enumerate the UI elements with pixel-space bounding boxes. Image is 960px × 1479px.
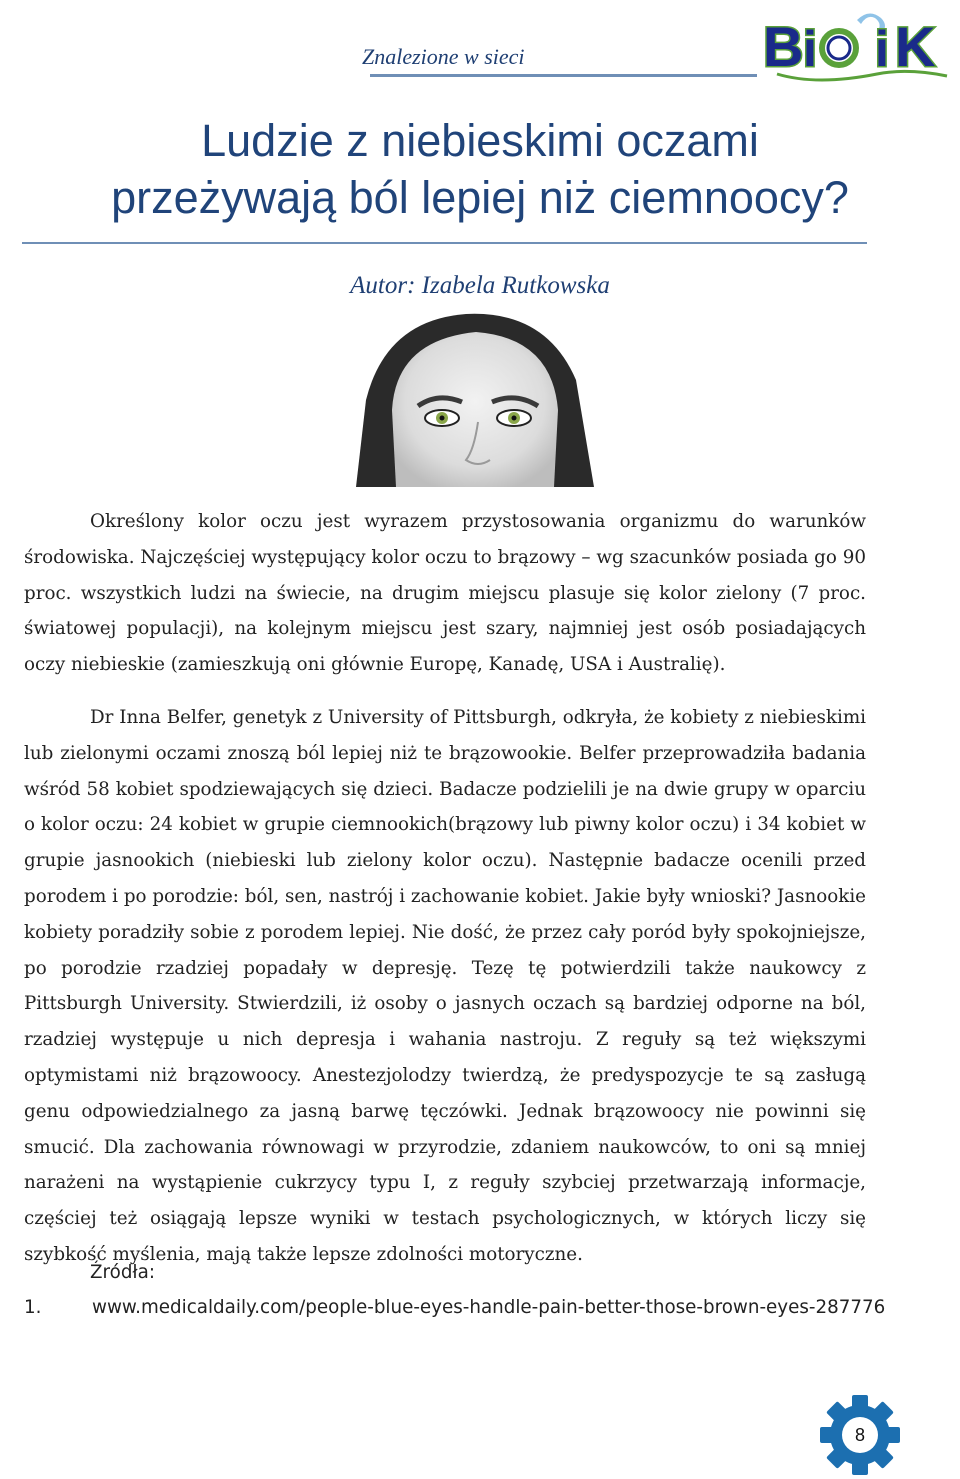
section-label: Znalezione w sieci xyxy=(362,44,525,69)
author: Autor: Izabela Rutkowska xyxy=(350,272,610,299)
svg-text:i: i xyxy=(875,21,889,77)
article-title-line2: przeżywają ból lepiej niż ciemnoocy? xyxy=(111,172,849,223)
paragraph-1-text: Określony kolor oczu jest wyrazem przystosowania organizmu do warunków środowiska. Najczęściej występujący kolor oczu to brązowy – wg szacunków posiada go 90 proc. wszystkich ludzi na świecie, na drugim miejscu plasuje się kolor zielony (7 proc. światowej populacji), na kolejnym miejscu jest szary, najmniej jest osób posiadających oczy niebieskie (zamieszkują oni głównie Europę, Kanadę, USA i Australię). xyxy=(24,511,866,676)
portrait-photo xyxy=(356,310,594,487)
paragraph-2 xyxy=(24,700,866,1273)
sources-label: Źródła: xyxy=(90,1262,155,1283)
source-url[interactable]: www.medicaldaily.com/people-blue-eyes-handle-pain-better-those-brown-eyes-287776 xyxy=(92,1297,886,1318)
svg-text:i: i xyxy=(803,21,817,77)
source-number: 1. xyxy=(24,1297,42,1318)
svg-text:K: K xyxy=(895,15,936,78)
page-number: 8 xyxy=(854,1425,865,1445)
article-title-line1: Ludzie z niebieskimi oczami xyxy=(201,115,759,166)
svg-text:B: B xyxy=(763,15,804,78)
paragraph-1 xyxy=(24,504,866,683)
title-rule xyxy=(22,242,867,244)
paragraph-2-text: Dr Inna Belfer, genetyk z University of Pittsburgh, odkryła, że kobiety z niebieskimi lub zielonymi oczami znoszą ból lepiej niż te brązowookie. Belfer przeprowadziła badania wśród 58 kobiet spodziewających się dzieci. Badacze podzielili je na dwie grupy w oparciu o kolor oczu: 24 kobiet w grupie ciemnookich(brązowy lub piwny kolor oczu) i 34 kobiet w grupie jasnookich (niebieski lub zielony kolor oczu). Następnie badacze ocenili przed porodem i po porodzie: ból, sen, nastrój i zachowanie kobiet. Jakie były wnioski? Jasnookie kobiety poradziły sobie z porodem lepiej. Nie dość, że przez cały poród były spokojniejsze, po porodzie rzadziej popadały w depresję. Tezę tę potwierdzili także naukowcy z Pittsburgh University. Stwierdzili, iż osoby o jasnych oczach są bardziej odporne na ból, rzadziej występuje u nich depresja i wahania nastroju. Z reguły są też większymi optymistami niż brązowoocy. Anestezjolodzy twierdzą, że predyspozycje te są zasługą genu odpowiedzialnego za jasną barwę tęczówki. Jednak brązowoocy nie powinni się smucić. Dla zachowania równowagi w przyrodzie, zdaniem naukowców, to oni są mniej narażeni na wystąpienie cukrzycy typu I, z reguły szybciej przetwarzają informacje, częściej też osiągają lepsze wyniki w testach psychologicznych, w których liczy się szybkość myślenia, mają także lepsze zdolności motoryczne. xyxy=(24,707,866,1265)
article-title xyxy=(40,112,920,226)
biotik-logo xyxy=(757,4,955,90)
